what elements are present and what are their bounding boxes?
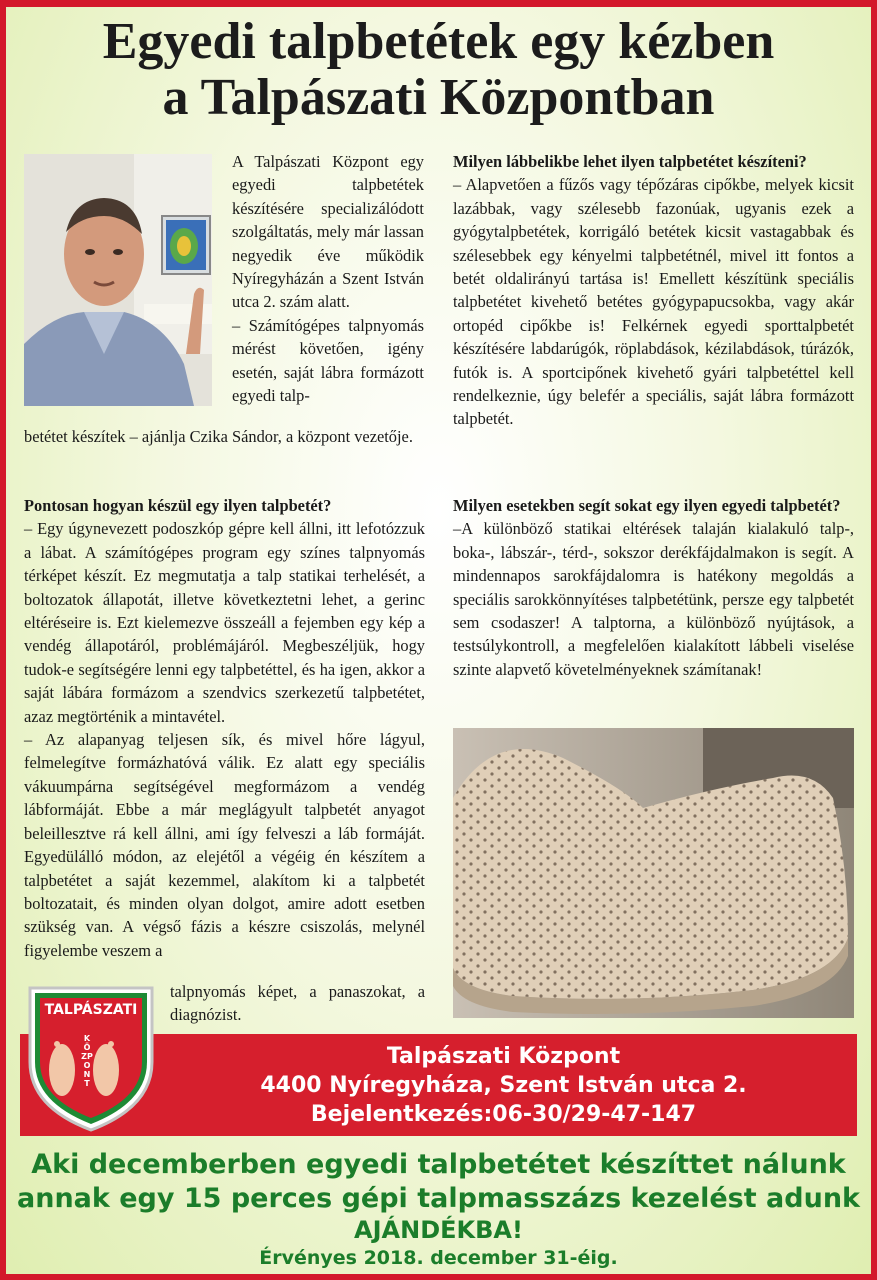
intro-text-continued bbox=[24, 425, 425, 448]
question-when-helps: Milyen esetekben segít sokat egy ilyen egyedi talpbetét? bbox=[453, 496, 841, 515]
promo-line-2: annak egy 15 perces gépi talpmasszázs kezelést adunk bbox=[17, 1183, 860, 1214]
insole-photo bbox=[453, 728, 854, 1018]
intro-paragraph-2b: betétet készítek – ajánlja Czika Sándor, a központ vezetője. bbox=[24, 427, 413, 446]
answer-how-made-1: – Egy úgynevezett podoszkóp gépre kell állni, itt lefotózzuk a lábat. A számítógépes program egy színes talpnyomás térképet készít. Ez megmutatja a talp statikai terhelését, a boltozatok állapotát, illetve következtetni lehet, a gerinc eltéréseire is. Ezt kielemezve összeáll a fejemben egy kép a vendég állapotáról, problémájáról. Megbeszéljük, hogy tudok-e segítségére lenni egy talpbetéttel, és ha igen, akkor a saját lábára formázom a szendvics szerkezetű talpbetétet, azaz megtörténik a mintavétel. bbox=[24, 519, 425, 726]
talpaszati-logo bbox=[24, 982, 158, 1134]
section-when-helps bbox=[453, 494, 854, 681]
promo-gift: AJÁNDÉKBA! bbox=[354, 1216, 523, 1244]
intro-paragraph-2a: – Számítógépes talpnyomás mérést követően, igény esetén, saját lábra formázott egyedi talp- bbox=[232, 315, 424, 406]
answer-footwear: – Alapvetően a fűzős vagy tépőzáras cipőkbe, melyek kicsit lazábbak, vagy szélesebb fazonúak, ugyanis ezek a gyógytalpbetétek, korrigáló betétek kicsit vastagabbak és szélesebbek egy kényelmi talpbetétnél, mivel itt fontos a betét oldalirányú tartása is! Emellett készítünk speciális talpbetétet kivehető betétes gyógypapucsokba, vagy akár ortopéd cipőkbe is! Felkérnek egyedi sporttalpbetét készítésére labdarúgók, röplabdások, kézilabdások, túrázók, futók is. A sportcipőnek kivehető gyári talpbetéttel kell rendelkeznie, úgy belefér a speciális, saját lábra formázott talpbetét. bbox=[453, 175, 854, 429]
section-footwear bbox=[453, 150, 854, 431]
answer-when-helps: –A különböző statikai eltérések talaján kialakuló talp-, boka-, lábszár-, térd-, sokszor derékfájdalmakon is segít. A mindennapos sarokfájdalomra is hatékony megoldás a speciális sarokkönnyítéses talpbetétünk, persze egy talpbetét sem csodaszer! A talptorna, a különböző nyújtások, a testsúlykontroll, a megfelelően kialakított lábbeli viselése szinte alapvető követelményeknek számítanak! bbox=[453, 519, 854, 679]
intro-paragraph-1: A Talpászati Központ egy egyedi talpbetétek készítésére specializálódott szolgáltatás, mely már lassan negyedik éve működik Nyíregyházán a Szent István utca 2. szám alatt. bbox=[232, 152, 424, 312]
company-address: 4400 Nyíregyháza, Szent István utca 2. bbox=[260, 1073, 747, 1098]
page-title bbox=[0, 14, 877, 126]
promo-offer bbox=[0, 1148, 877, 1216]
portrait-photo bbox=[24, 154, 212, 406]
logo-text-top: TALPÁSZATI bbox=[44, 1002, 138, 1018]
section-how-made-tail bbox=[170, 980, 425, 1027]
answer-how-made-2: – Az alapanyag teljesen sík, és mivel hőre lágyul, felmelegítve formázhatóvá válik. Ez alatt egy speciális vákuumpárna segítségével megformázom a vendég lábformáját. Ebbe a már meglágyult talpbetét anyagot beleillesztve rá kell állni, ami így felveszi a láb formáját. Egyedülálló módon, az elejétől a végéig én készítem a talpbetétet a saját kezemmel, alakítom ki a talpbetét boltozatait, és minden olyan dolgot, amire adott esetben szükség van. A végső fázis a készre csiszolás, melynél figyelembe veszem a bbox=[24, 730, 425, 960]
question-footwear: Milyen lábbelikbe lehet ilyen talpbetétet készíteni? bbox=[453, 152, 807, 171]
section-how-made bbox=[24, 494, 425, 962]
promo-validity: Érvényes 2018. december 31-éig. bbox=[259, 1247, 618, 1269]
title-line-2: a Talpászati Központban bbox=[162, 69, 715, 126]
company-name: Talpászati Központ bbox=[386, 1044, 621, 1069]
question-how-made: Pontosan hogyan készül egy ilyen talpbetét? bbox=[24, 496, 332, 515]
title-line-1: Egyedi talpbetétek egy kézben bbox=[102, 13, 775, 70]
logo-text-side: KÖZPONT bbox=[81, 1034, 93, 1088]
answer-how-made-tail: talpnyomás képet, a panaszokat, a diagnózist. bbox=[170, 982, 425, 1025]
promo-line-1: Aki decemberben egyedi talpbetétet készíttet nálunk bbox=[31, 1149, 846, 1180]
company-phone: Bejelentkezés:06-30/29-47-147 bbox=[310, 1102, 697, 1127]
intro-text bbox=[232, 150, 424, 407]
